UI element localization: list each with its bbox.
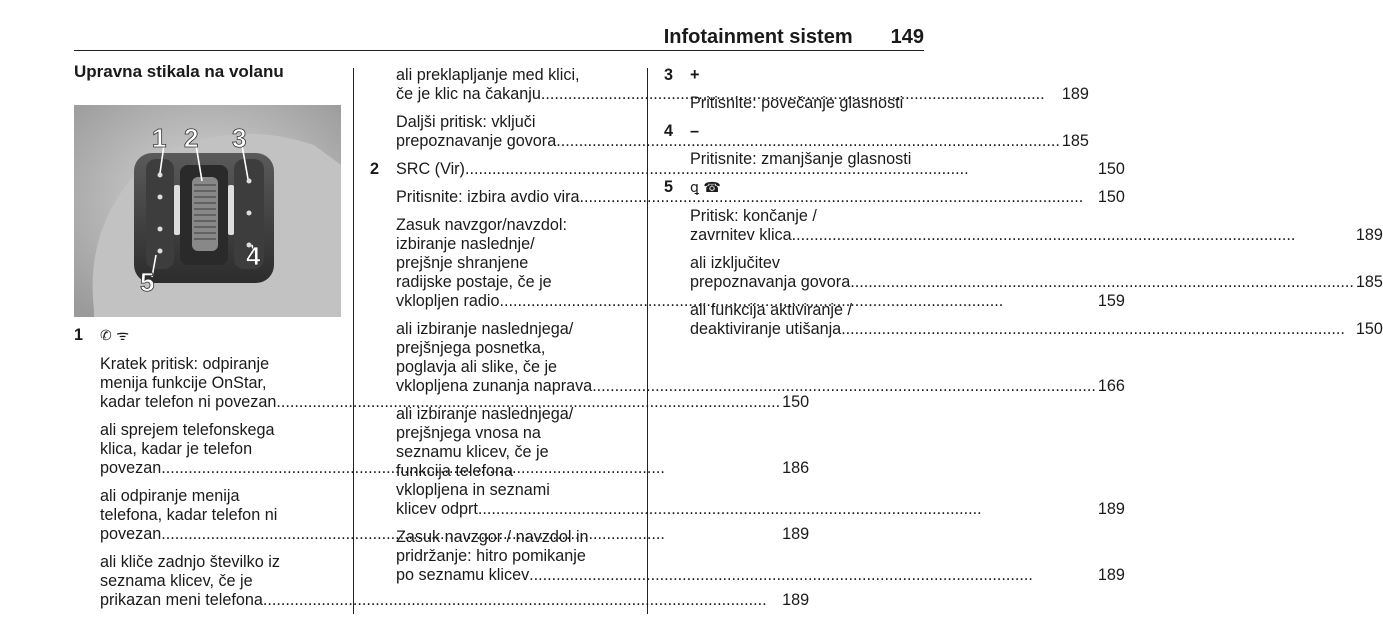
header-title: Infotainment sistem [663,26,853,48]
text-line: klicev odprt [396,500,478,518]
page-ref: 189 [1097,566,1125,584]
text-line: Daljši pritisk: vključi [396,113,536,131]
text-line: prejšnjega vnosa na [396,424,541,442]
page-ref: 150 [1097,188,1125,206]
text-line: telefona, kadar telefon ni [100,506,278,524]
plus-symbol: + [690,66,700,84]
toc-line [690,320,1383,339]
toc-line [396,377,1125,396]
text-line: vklopljen radio [396,292,500,310]
page-ref: 189 [1355,226,1383,244]
text-line: prepoznavanje govora [396,132,557,150]
text-line: ali odpiranje menija [100,487,240,505]
page-ref: 185 [1355,273,1383,291]
toc-line [690,273,1383,292]
text-line: prikazan meni telefona [100,591,263,609]
mute-voice-icon: ꝗ [690,180,699,196]
text-line: seznamu klicev, če je [396,443,549,461]
callout-5: 5 [140,267,155,297]
text-line: SRC (Vir) [396,160,465,178]
text-line: Pritisnite: izbira avdio vira [396,188,580,206]
text-line: seznama klicev, če je [100,572,253,590]
toc-line [690,226,1383,245]
page-ref: 159 [1097,292,1125,310]
callout-1: 1 [152,123,167,153]
page-ref: 189 [1097,500,1125,518]
text-line: poglavja ali slike, če je [396,358,558,376]
item-number: 3 [664,66,674,84]
toc-line [396,566,1125,585]
hang-up-icon: ☎ [703,180,721,196]
page-ref: 189 [782,525,810,543]
header-rule [74,50,924,51]
text-line: pridržanje: hitro pomikanje [396,547,586,565]
text-line: funkcija telefona [396,462,513,480]
voice-recognition-icon: ᯤ [116,328,130,344]
callout-3: 3 [232,123,247,153]
text-line: Kratek pritisk: odpiranje [100,355,270,373]
text-line: povezan [100,525,162,543]
column-1 [74,62,342,81]
minus-symbol: – [690,122,700,140]
text-line: prejšnjega posnetka, [396,339,546,357]
callout-2: 2 [184,123,199,153]
item-number: 5 [664,178,674,196]
text-line: Pritisnite: zmanjšanje glasnosti [690,150,912,168]
page-number: 149 [890,26,924,48]
page-ref: 186 [782,459,810,477]
page-ref: 150 [1355,320,1383,338]
text-line: ali izbiranje naslednjega/ [396,320,574,338]
steering-wheel-controls-photo [74,105,341,317]
page-ref: 189 [782,591,810,609]
page-ref: 189 [1061,85,1089,103]
item-number: 4 [664,122,674,140]
text-line: deaktiviranje utišanja [690,320,842,338]
text-line: ali funkcija aktiviranje / [690,301,852,319]
text-line: ali kliče zadnjo številko iz [100,553,280,571]
text-line: vklopljena in seznami [396,481,550,499]
text-line: po seznamu klicev [396,566,530,584]
text-line: klica, kadar je telefon [100,440,253,458]
text-line: kadar telefon ni povezan [100,393,277,411]
text-line: ali preklapljanje med klici, [396,66,580,84]
text-line: menija funkcije OnStar, [100,374,267,392]
text-line: Zasuk navzgor/navzdol: [396,216,567,234]
item-number: 2 [370,160,380,178]
toc-line [396,500,1125,519]
text-line: Pritisk: končanje / [690,207,817,225]
page-ref: 185 [1061,132,1089,150]
text-line: če je klic na čakanju [396,85,541,103]
page-header [74,26,924,50]
text-line: Pritisnite: povečanje glasnosti [690,94,904,112]
text-line: izbiranje naslednje/ [396,235,535,253]
text-line: Zasuk navzgor / navzdol in [396,528,589,546]
phone-call-icon: ✆ [100,328,112,344]
text-line: vklopljena zunanja naprava [396,377,593,395]
text-line: povezan [100,459,162,477]
page-ref: 150 [1097,160,1125,178]
text-line: ali izključitev [690,254,780,272]
callout-4: 4 [246,241,261,271]
page-ref: 166 [1097,377,1125,395]
text-line: zavrnitev klica [690,226,792,244]
text-line: radijske postaje, če je [396,273,552,291]
text-line: prepoznavanja govora [690,273,851,291]
item-number: 1 [74,326,84,344]
text-line: ali izbiranje naslednjega/ [396,405,574,423]
page-ref: 150 [782,393,810,411]
text-line: prejšnje shranjene [396,254,529,272]
section-title: Upravna stikala na volanu [74,62,284,81]
text-line: ali sprejem telefonskega [100,421,275,439]
